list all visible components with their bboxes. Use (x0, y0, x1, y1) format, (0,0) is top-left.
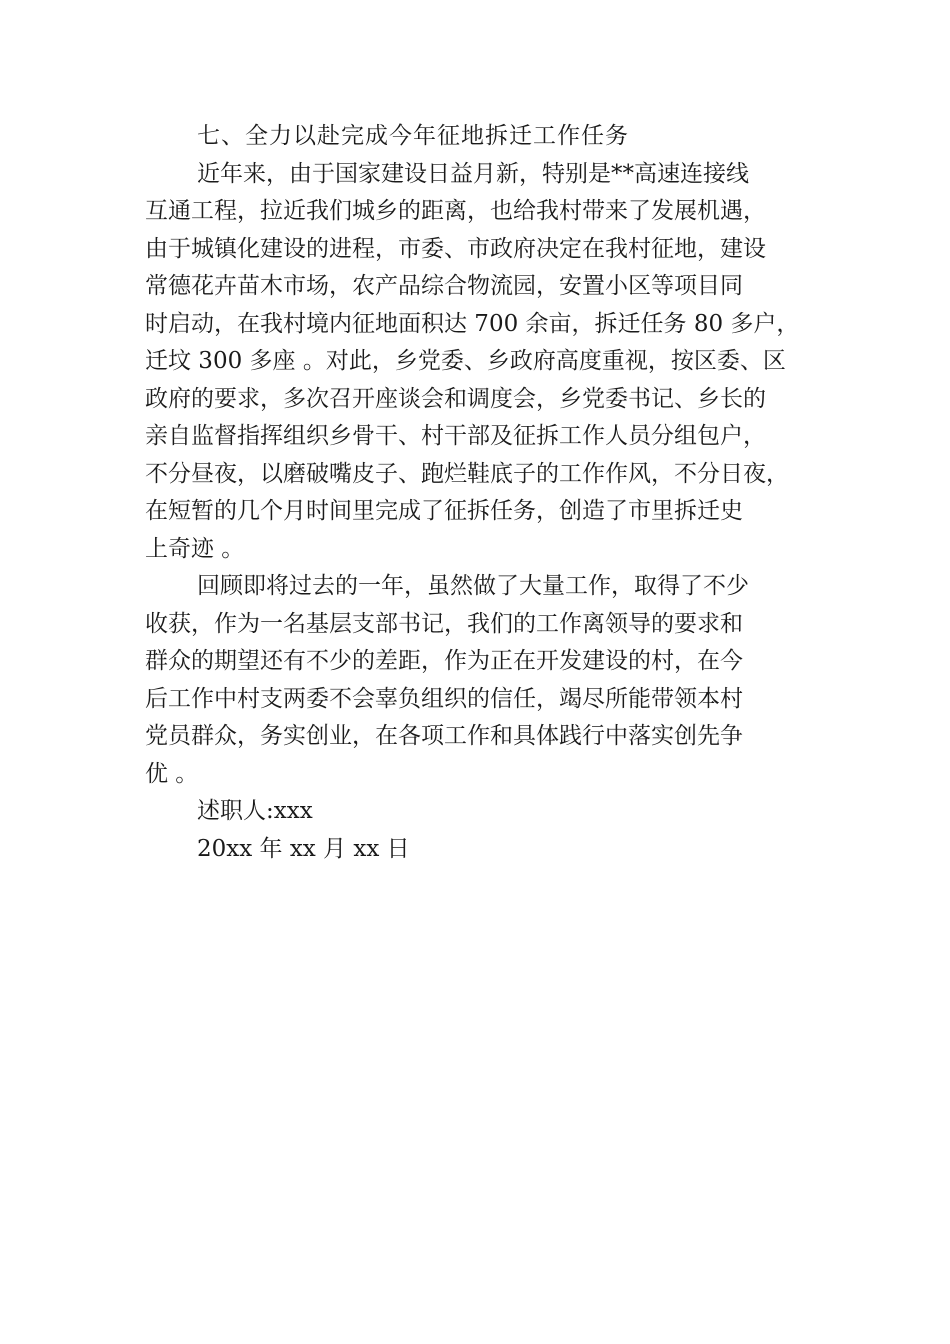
paragraph-land-acquisition (145, 156, 817, 569)
paragraph-line: 在短暂的几个月时间里完成了征拆任务，创造了市里拆迁史 (145, 498, 743, 524)
paragraph-line: 互通工程，拉近我们城乡的距离，也给我村带来了发展机遇， (145, 198, 766, 224)
paragraph-line: 迁坟 300 多座 。对此，乡党委、乡政府高度重视，按区委、区 (145, 348, 786, 374)
paragraph-review (145, 568, 817, 793)
paragraph-line: 时启动，在我村境内征地面积达 700 余亩，拆迁任务 80 多户， (145, 310, 800, 337)
date: 20xx 年 xx 月 xx 日 (197, 835, 410, 862)
paragraph-line: 常德花卉苗木市场，农产品综合物流园，安置小区等项目同 (145, 273, 743, 299)
section-heading: 七、全力以赴完成今年征地拆迁工作任务 (197, 123, 629, 149)
paragraph-line: 后工作中村支两委不会辜负组织的信任，竭尽所能带领本村 (145, 685, 743, 712)
paragraph-line: 不分昼夜，以磨破嘴皮子、跑烂鞋底子的工作作风，不分日夜， (145, 460, 789, 487)
paragraph-line: 近年来，由于国家建设日益月新，特别是**高速连接线 (197, 160, 749, 187)
paragraph-line: 回顾即将过去的一年，虽然做了大量工作，取得了不少 (197, 573, 749, 599)
paragraph-line: 政府的要求，多次召开座谈会和调度会，乡党委书记、乡长的 (145, 385, 766, 412)
paragraph-line: 群众的期望还有不少的差距，作为正在开发建设的村，在今 (145, 648, 743, 674)
paragraph-line: 亲自监督指挥组织乡骨干、村干部及征拆工作人员分组包户， (145, 423, 766, 449)
document-body (145, 118, 817, 868)
paragraph-line: 党员群众，务实创业，在各项工作和具体践行中落实创先争 (145, 723, 743, 749)
paragraph-line: 收获，作为一名基层支部书记，我们的工作离领导的要求和 (145, 610, 743, 637)
paragraph-line: 由于城镇化建设的进程，市委、市政府决定在我村征地，建设 (145, 235, 766, 262)
paragraph-line: 优 。 (145, 760, 199, 787)
signature: 述职人:xxx (197, 798, 313, 824)
paragraph-line: 上奇迹 。 (145, 535, 245, 562)
